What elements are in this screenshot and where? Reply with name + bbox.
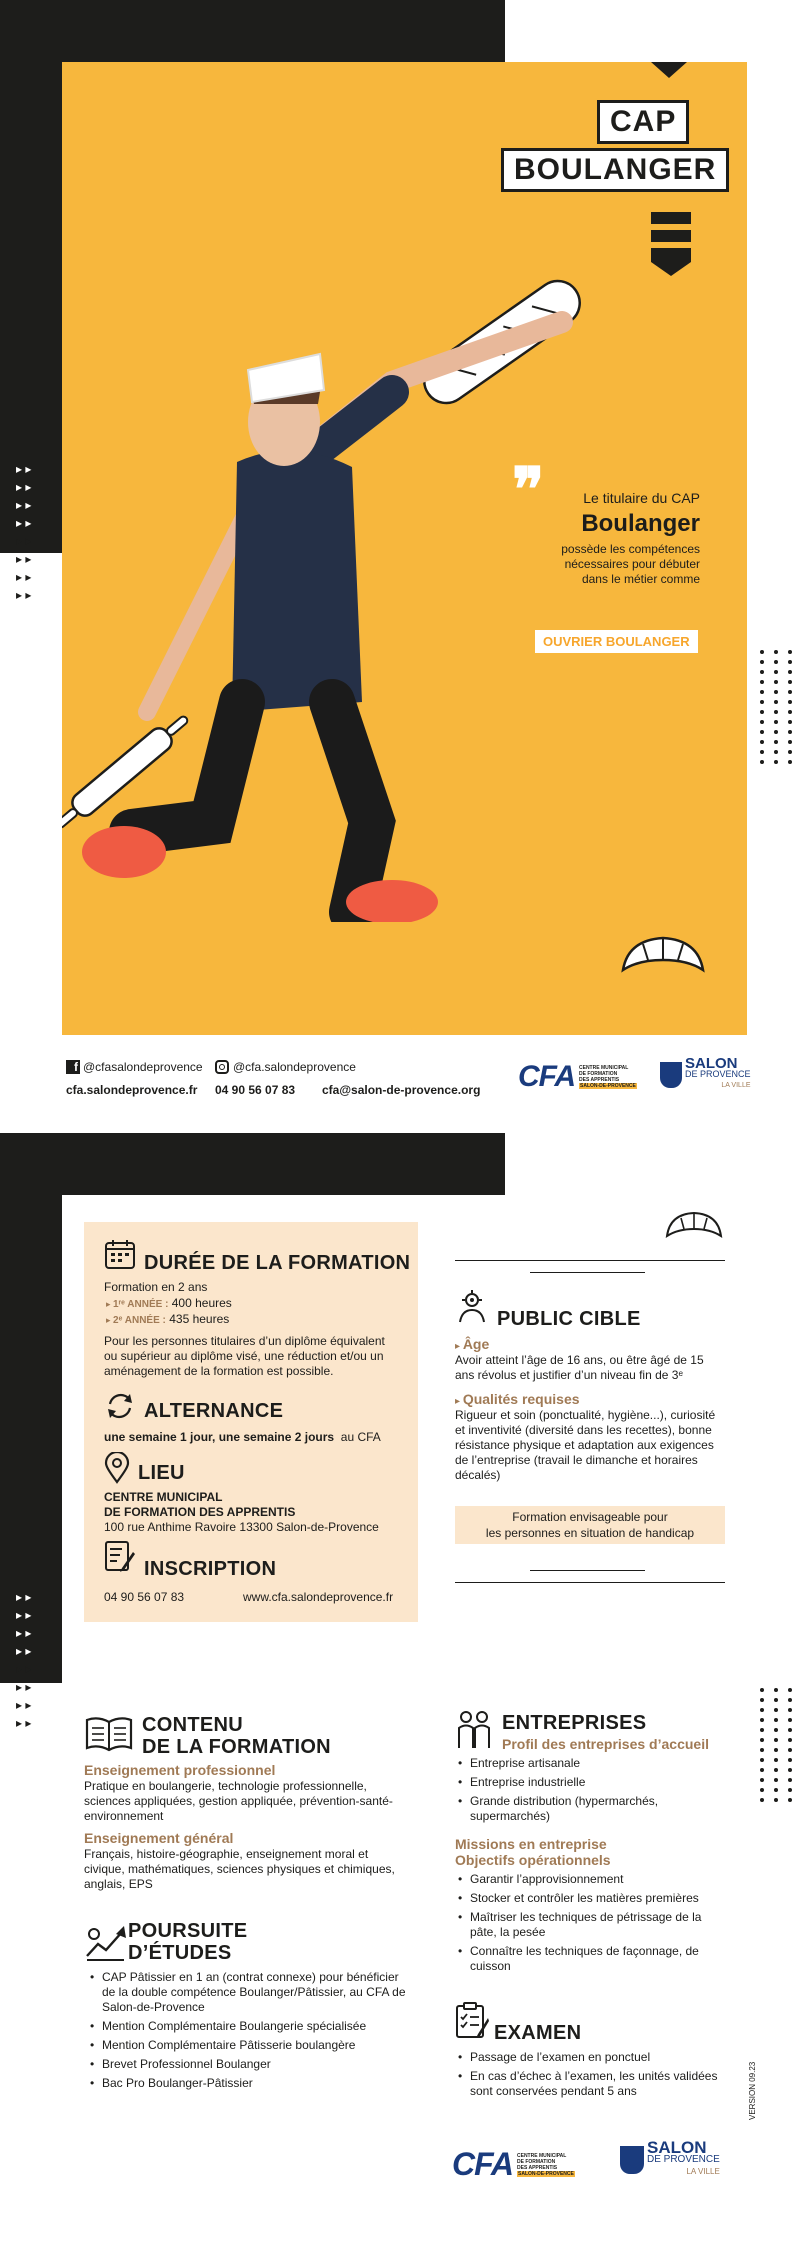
quote-line-2: nécessaires pour débuter: [564, 557, 700, 571]
form-pen-icon: [104, 1540, 136, 1574]
dot-decoration-right: [760, 650, 794, 770]
page-title-boulanger: BOULANGER: [501, 148, 729, 192]
pro-text: Pratique en boulangerie, technologie professionnelle, sciences appliquées, gestion appliquée, prévention-santé- environnement: [84, 1779, 393, 1823]
list-item: • Mention Complémentaire Boulangerie spécialisée: [88, 2019, 428, 2034]
quote-block: [540, 490, 700, 587]
checklist-icon: [454, 2002, 490, 2040]
list-item: • En cas d’échec à l’examen, les unités validées sont conservées pendant 5 ans: [456, 2069, 736, 2099]
page-title-cap: CAP: [597, 100, 689, 144]
location-pin-icon: [104, 1452, 130, 1484]
open-book-icon: [84, 1716, 134, 1754]
qualites-heading: ▸ Qualités requises: [455, 1391, 580, 1407]
inscription-title: INSCRIPTION: [144, 1558, 277, 1580]
lieu-address: CENTRE MUNICIPAL DE FORMATION DES APPRENTIS 100 rue Anthime Ravoire 13300 Salon-de-Provence: [104, 1490, 379, 1534]
divider-bottom-2: [530, 1570, 645, 1571]
facebook-icon: f: [66, 1060, 80, 1074]
list-item: • Brevet Professionnel Boulanger: [88, 2057, 428, 2072]
public-title: PUBLIC CIBLE: [497, 1308, 641, 1330]
social-instagram[interactable]: [215, 1060, 356, 1074]
poursuite-title: POURSUITE D’ÉTUDES: [128, 1920, 248, 1964]
divider-top-2: [530, 1272, 645, 1273]
dot-decoration-right-2: [760, 1688, 794, 1808]
baker-illustration: [62, 262, 642, 922]
instagram-icon: [215, 1060, 229, 1074]
profil-heading: Profil des entreprises d’accueil: [502, 1736, 709, 1752]
footer-website[interactable]: cfa.salondeprovence.fr: [66, 1083, 198, 1097]
white-strip: [0, 553, 30, 1013]
list-item: • Stocker et contrôler les matières premières: [456, 1891, 736, 1906]
age-text: Avoir atteint l’âge de 16 ans, ou être âgé de 15 ans révolus et justifier d’un niveau fin de 3ᵉ: [455, 1353, 704, 1382]
target-person-icon: [454, 1290, 490, 1326]
handicap-box: Formation envisageable pour les personnes en situation de handicap: [455, 1506, 725, 1544]
triangle-icon: [651, 62, 687, 80]
alternance-text: une semaine 1 jour, une semaine 2 jours au CFA: [104, 1430, 381, 1444]
list-item: • Garantir l’approvisionnement: [456, 1872, 736, 1887]
quote-line-3: dans le métier comme: [581, 572, 700, 586]
quote-line-1: possède les compétences: [561, 542, 700, 556]
people-icon: [454, 1710, 494, 1750]
examen-title: EXAMEN: [494, 2022, 582, 2044]
stripes-icon: [651, 212, 691, 278]
instagram-handle: @cfa.salondeprovence: [233, 1060, 356, 1074]
alternance-title: ALTERNANCE: [144, 1400, 284, 1422]
entreprises-title: ENTREPRISES: [502, 1712, 647, 1734]
list-item: • Entreprise industrielle: [456, 1775, 736, 1790]
list-item: • Entreprise artisanale: [456, 1756, 736, 1771]
arrow-decoration-left: ▸ ▸ ▸ ▸ ▸ ▸ ▸ ▸ ▸ ▸ ▸ ▸ ▸ ▸ ▸ ▸: [16, 462, 32, 602]
social-facebook[interactable]: [66, 1060, 203, 1074]
list-item: • Bac Pro Boulanger-Pâtissier: [88, 2076, 428, 2091]
salon-logo: SALON DE PROVENCE LA VILLE: [660, 1058, 751, 1091]
duree-year-2: ▸ 2ᵉ ANNÉE : 435 heures: [106, 1312, 230, 1326]
cfa-logo-2: CFA CENTRE MUNICIPAL DE FORMATION DES APPRENTIS SALON-DE-PROVENCE: [452, 2146, 574, 2182]
poursuite-list: [88, 1970, 428, 2095]
quote-job: Boulanger: [581, 510, 700, 537]
list-item: • Maîtriser les techniques de pétrissage de la pâte, la pesée: [456, 1910, 736, 1940]
divider-bottom: [455, 1582, 725, 1583]
list-item: • Grande distribution (hypermarchés, supermarchés): [456, 1794, 736, 1824]
gen-heading: Enseignement général: [84, 1830, 234, 1846]
age-heading: ▸ Âge: [455, 1336, 490, 1352]
list-item: • CAP Pâtissier en 1 an (contrat connexe) pour bénéficier de la double compétence Boulanger/Pâtissier, au CFA de Salon-de-Provence: [88, 1970, 428, 2015]
missions-heading: Missions en entreprise Objectifs opérationnels: [455, 1836, 611, 1868]
shield-icon: [620, 2146, 644, 2174]
arrow-decoration-left-2: ▸ ▸ ▸ ▸ ▸ ▸ ▸ ▸ ▸ ▸ ▸ ▸ ▸ ▸ ▸ ▸: [16, 1590, 32, 1730]
missions-list: [456, 1872, 736, 1978]
shield-icon: [660, 1062, 682, 1088]
profil-list: [456, 1756, 736, 1828]
examen-list: [456, 2050, 736, 2103]
pro-heading: Enseignement professionnel: [84, 1762, 276, 1778]
duree-line: Formation en 2 ans: [104, 1280, 208, 1294]
cfa-logo: CFA CENTRE MUNICIPAL DE FORMATION DES APPRENTIS SALON-DE-PROVENCE: [518, 1060, 636, 1093]
dark-frame-top-2: [0, 1133, 505, 1195]
footer-phone[interactable]: 04 90 56 07 83: [215, 1083, 296, 1097]
inscription-phone[interactable]: 04 90 56 07 83: [104, 1590, 185, 1604]
lieu-title: LIEU: [138, 1462, 185, 1484]
inscription-site[interactable]: www.cfa.salondeprovence.fr: [243, 1590, 394, 1604]
divider-top: [455, 1260, 725, 1261]
list-item: • Connaître les techniques de façonnage, de cuisson: [456, 1944, 736, 1974]
duree-year-1: ▸ 1ʳᵉ ANNÉE : 400 heures: [106, 1296, 232, 1310]
quote-intro: Le titulaire du CAP: [583, 490, 700, 506]
list-item: • Passage de l’examen en ponctuel: [456, 2050, 736, 2065]
qualites-text: Rigueur et soin (ponctualité, hygiène...), curiosité et inventivité (diversité dans les recettes), bonne résistance physique et adaptation aux exigences de l’entreprise (travail le dimanche et horaires décalés): [455, 1408, 716, 1482]
quote-mark-icon: ❞: [512, 455, 545, 525]
quote-badge: OUVRIER BOULANGER: [535, 630, 698, 653]
cycle-arrows-icon: [104, 1390, 136, 1422]
gen-text: Français, histoire-géographie, enseignement moral et civique, mathématiques, sciences physiques et chimiques, anglais, EPS: [84, 1847, 395, 1891]
version-label: VERSION 09.23: [748, 2061, 757, 2120]
facebook-handle: @cfasalondeprovence: [83, 1060, 203, 1074]
salon-logo-2: SALON DE PROVENCE LA VILLE: [620, 2142, 720, 2178]
growth-chart-icon: [84, 1922, 128, 1962]
list-item: • Mention Complémentaire Pâtisserie boulangère: [88, 2038, 428, 2053]
calendar-icon: [104, 1238, 136, 1270]
croissant-icon: [618, 930, 708, 990]
contenu-title: CONTENU DE LA FORMATION: [142, 1714, 331, 1758]
footer-email[interactable]: cfa@salon-de-provence.org: [322, 1083, 481, 1097]
duree-title: DURÉE DE LA FORMATION: [144, 1252, 411, 1274]
duree-note: Pour les personnes titulaires d’un diplôme équivalent ou supérieur au diplôme visé, une réduction et/ou un aménagement de la formation est possible.: [104, 1334, 385, 1378]
croissant-icon-small: [664, 1208, 724, 1248]
